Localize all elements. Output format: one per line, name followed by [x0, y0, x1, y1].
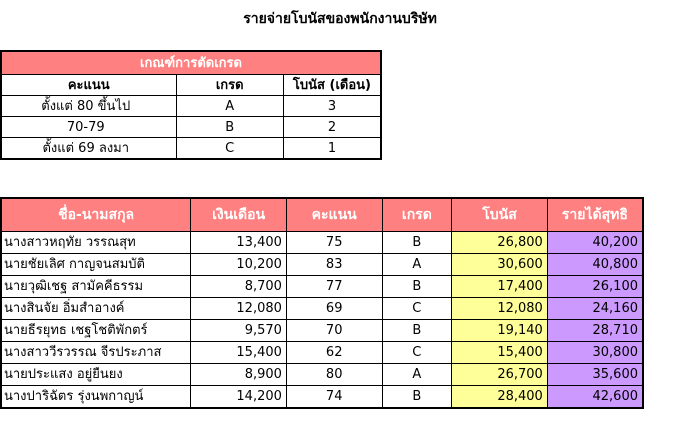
- employee-name-cell[interactable]: นายประแสง อยู่ยืนยง: [1, 364, 191, 386]
- col-header-name[interactable]: ชื่อ-นามสกุล: [1, 198, 191, 232]
- criteria-score-cell[interactable]: ตั้งแต่ 69 ลงมา: [1, 138, 176, 160]
- table-row: [1, 342, 643, 364]
- salary-cell[interactable]: 14,200: [191, 386, 287, 409]
- bonus-cell[interactable]: 17,400: [452, 276, 548, 298]
- criteria-row: [1, 117, 381, 138]
- criteria-bonus-cell[interactable]: 3: [283, 96, 381, 117]
- employee-name-cell[interactable]: นางสาววีรวรรณ จีรประภาส: [1, 342, 191, 364]
- col-header-net-income[interactable]: รายได้สุทธิ: [547, 198, 643, 232]
- table-row: [1, 298, 643, 320]
- employee-name-cell[interactable]: นางสาวหฤทัย วรรณสุท: [1, 232, 191, 254]
- col-header-salary[interactable]: เงินเดือน: [191, 198, 287, 232]
- salary-cell[interactable]: 12,080: [191, 298, 287, 320]
- grade-cell[interactable]: B: [382, 276, 452, 298]
- employee-name-cell[interactable]: นายชัยเลิศ กาญจนสมบัติ: [1, 254, 191, 276]
- grade-cell[interactable]: A: [382, 364, 452, 386]
- criteria-col-score[interactable]: คะแนน: [1, 75, 176, 96]
- criteria-score-cell[interactable]: ตั้งแต่ 80 ขึ้นไป: [1, 96, 176, 117]
- criteria-grade-cell[interactable]: B: [176, 117, 283, 138]
- criteria-col-grade[interactable]: เกรด: [176, 75, 283, 96]
- grade-cell[interactable]: C: [382, 298, 452, 320]
- net-income-cell[interactable]: 35,600: [547, 364, 643, 386]
- employee-name-cell[interactable]: นายธีรยุทธ เชฐโชติพักตร์: [1, 320, 191, 342]
- table-row: [1, 320, 643, 342]
- bonus-cell[interactable]: 15,400: [452, 342, 548, 364]
- grade-cell[interactable]: B: [382, 320, 452, 342]
- grade-cell[interactable]: A: [382, 254, 452, 276]
- score-cell[interactable]: 70: [286, 320, 382, 342]
- criteria-header: เกณฑ์การตัดเกรด: [1, 51, 381, 75]
- criteria-col-bonus[interactable]: โบนัส (เดือน): [283, 75, 381, 96]
- bonus-cell[interactable]: 26,800: [452, 232, 548, 254]
- grade-cell[interactable]: C: [382, 342, 452, 364]
- salary-cell[interactable]: 13,400: [191, 232, 287, 254]
- bonus-cell[interactable]: 12,080: [452, 298, 548, 320]
- criteria-score-cell[interactable]: 70-79: [1, 117, 176, 138]
- employee-rows: [1, 232, 643, 409]
- criteria-row: [1, 96, 381, 117]
- employee-bonus-table: [0, 197, 644, 409]
- employee-name-cell[interactable]: นางปาริฉัตร รุ่งนพกาญน์: [1, 386, 191, 409]
- score-cell[interactable]: 75: [286, 232, 382, 254]
- table-row: [1, 364, 643, 386]
- salary-cell[interactable]: 10,200: [191, 254, 287, 276]
- criteria-bonus-cell[interactable]: 2: [283, 117, 381, 138]
- employee-name-cell[interactable]: นางสินจัย อิ่มสำอางค์: [1, 298, 191, 320]
- criteria-grade-cell[interactable]: C: [176, 138, 283, 160]
- table-row: [1, 276, 643, 298]
- bonus-cell[interactable]: 28,400: [452, 386, 548, 409]
- net-income-cell[interactable]: 30,800: [547, 342, 643, 364]
- score-cell[interactable]: 77: [286, 276, 382, 298]
- criteria-row: [1, 138, 381, 160]
- score-cell[interactable]: 83: [286, 254, 382, 276]
- net-income-cell[interactable]: 24,160: [547, 298, 643, 320]
- net-income-cell[interactable]: 40,200: [547, 232, 643, 254]
- score-cell[interactable]: 74: [286, 386, 382, 409]
- salary-cell[interactable]: 15,400: [191, 342, 287, 364]
- score-cell[interactable]: 62: [286, 342, 382, 364]
- col-header-score[interactable]: คะแนน: [286, 198, 382, 232]
- salary-cell[interactable]: 8,700: [191, 276, 287, 298]
- criteria-grade-cell[interactable]: A: [176, 96, 283, 117]
- page-title: รายจ่ายโบนัสของพนักงานบริษัท: [243, 11, 437, 27]
- net-income-cell[interactable]: 26,100: [547, 276, 643, 298]
- score-cell[interactable]: 69: [286, 298, 382, 320]
- table-row: [1, 232, 643, 254]
- grade-cell[interactable]: B: [382, 386, 452, 409]
- table-row: [1, 254, 643, 276]
- salary-cell[interactable]: 8,900: [191, 364, 287, 386]
- bonus-cell[interactable]: 30,600: [452, 254, 548, 276]
- table-row: [1, 386, 643, 409]
- criteria-bonus-cell[interactable]: 1: [283, 138, 381, 160]
- bonus-cell[interactable]: 19,140: [452, 320, 548, 342]
- col-header-grade[interactable]: เกรด: [382, 198, 452, 232]
- col-header-bonus[interactable]: โบนัส: [452, 198, 548, 232]
- salary-cell[interactable]: 9,570: [191, 320, 287, 342]
- bonus-cell[interactable]: 26,700: [452, 364, 548, 386]
- net-income-cell[interactable]: 28,710: [547, 320, 643, 342]
- score-cell[interactable]: 80: [286, 364, 382, 386]
- grade-cell[interactable]: B: [382, 232, 452, 254]
- net-income-cell[interactable]: 40,800: [547, 254, 643, 276]
- employee-name-cell[interactable]: นายวุฒิเชฐ สามัคคีธรรม: [1, 276, 191, 298]
- grading-criteria-table: [0, 50, 382, 160]
- net-income-cell[interactable]: 42,600: [547, 386, 643, 409]
